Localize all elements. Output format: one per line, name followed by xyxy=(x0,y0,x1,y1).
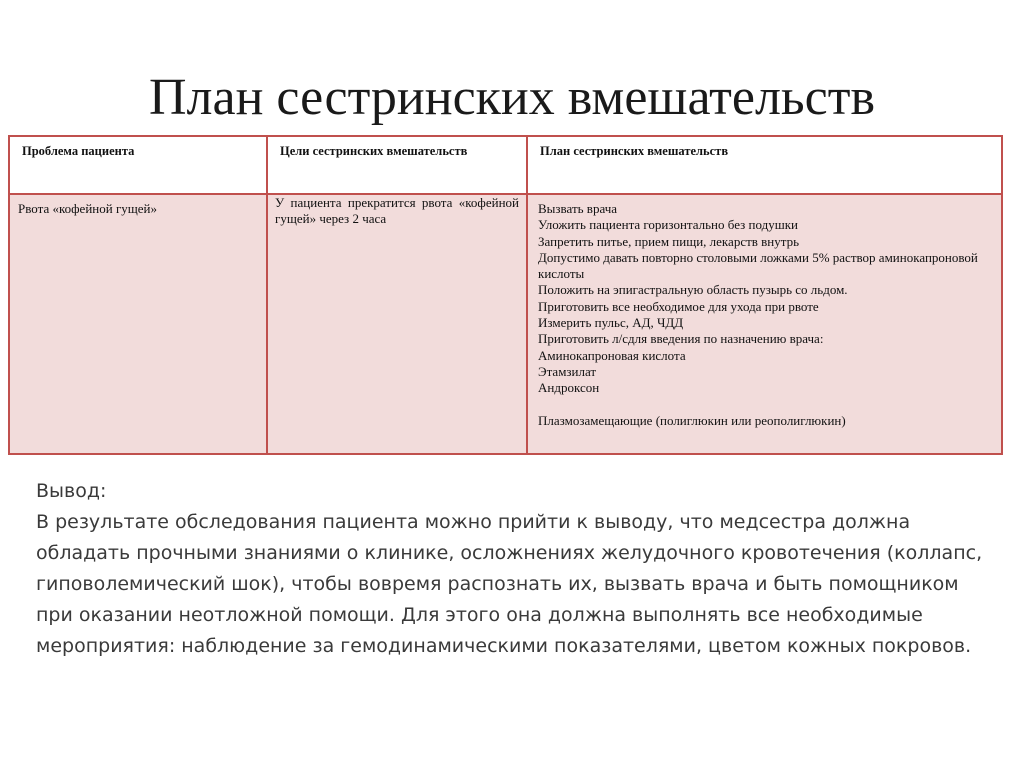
problem-cell xyxy=(9,194,267,454)
table-row xyxy=(9,194,1002,454)
plan-item: Аминокапроновая кислота xyxy=(538,347,686,363)
plan-item: Запретить питье, прием пищи, лекарств внутрь xyxy=(538,233,800,249)
problem-text: Рвота «кофейной гущей» xyxy=(18,201,158,216)
table-header-row xyxy=(9,136,1002,194)
plan-item: Приготовить л/сдля введения по назначению врача: xyxy=(538,331,824,347)
plan-item: Приготовить все необходимое для ухода при рвоте xyxy=(538,298,819,314)
conclusion-text: В результате обследования пациента можно прийти к выводу, что медсестра должна обладать прочными знаниями о клинике, осложнениях желудочного кровотечения (коллапс, гиповолемический шок), чтобы вовремя распознать их, вызвать врача и быть помощником при оказании неотложной помощи. Для этого она должна выполнять все необходимые мероприятия: наблюдение за гемодинамическими показателями, цветом кожных покровов. xyxy=(36,511,983,657)
goal-text: У пациента прекратится рвота «кофейной гущей» через 2 часа xyxy=(275,195,519,226)
goal-cell xyxy=(267,194,527,454)
plan-item: Вызвать врача xyxy=(538,201,617,216)
header-plan-label: План сестринских вмешательств xyxy=(540,144,729,158)
plan-item: Плазмозамещающие (полиглюкин или реополиглюкин) xyxy=(538,412,846,428)
plan-list xyxy=(528,195,1001,429)
header-plan xyxy=(527,136,1002,194)
plan-item: Уложить пациента горизонтально без подушки xyxy=(538,217,798,233)
slide-title: План сестринских вмешательств xyxy=(148,69,876,126)
conclusion-label: Вывод: xyxy=(36,480,107,502)
header-patient-problem xyxy=(9,136,267,194)
conclusion-block xyxy=(36,476,986,662)
nursing-plan-table xyxy=(8,135,1003,455)
plan-item: Измерить пульс, АД, ЧДД xyxy=(538,315,684,331)
plan-item: Положить на эпигастральную область пузырь со льдом. xyxy=(538,282,848,298)
plan-item: Этамзилат xyxy=(538,363,597,379)
plan-item: Допустимо давать повторно столовыми ложками 5% раствор аминокапроновой кислоты xyxy=(538,249,978,282)
header-goals-label: Цели сестринских вмешательств xyxy=(280,144,468,158)
header-goals xyxy=(267,136,527,194)
header-patient-problem-label: Проблема пациента xyxy=(22,144,135,158)
plan-item: Андроксон xyxy=(538,380,600,396)
plan-cell xyxy=(527,194,1002,454)
